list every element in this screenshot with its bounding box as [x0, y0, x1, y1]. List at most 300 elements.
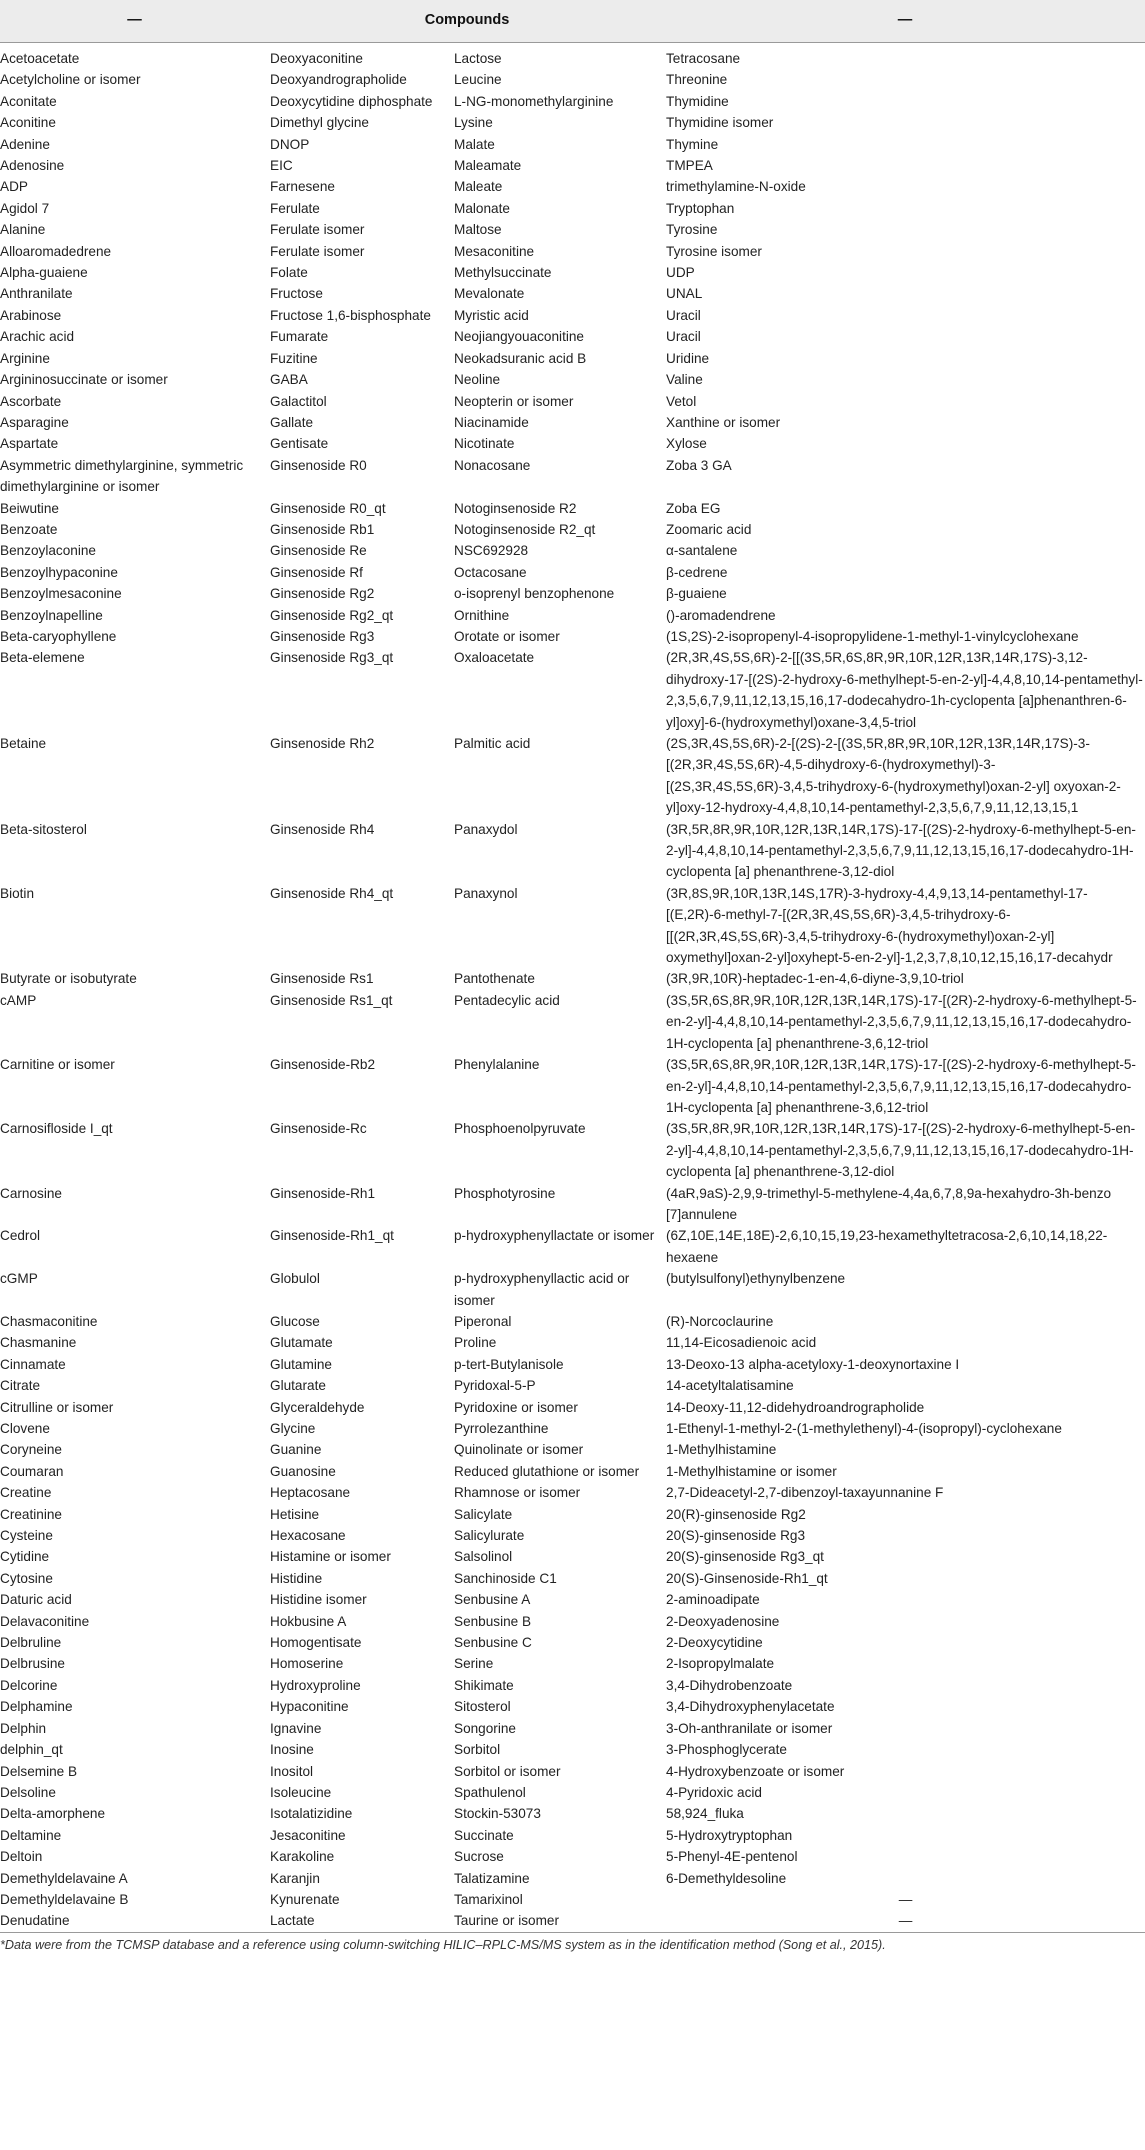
table-cell-col4: (3S,5R,6S,8R,9R,10R,12R,13R,14R,17S)-17-[(2R)-2-hydroxy-6-methylhept-5-en-2-yl]-4,4,8,10,14-pentamethyl-2,3,5,6,7,9,11,12,13,15,16,17-dodecahydro-1H-cyclopenta [a] phenanthrene-3,6,12-triol [666, 992, 1137, 1051]
table-cell-col3: Methylsuccinate [454, 265, 552, 281]
table-cell-col1: Delta-amorphene [0, 1806, 106, 1822]
table-cell-col1: Delsemine B [0, 1763, 78, 1779]
table-cell-col2: Fructose 1,6-bisphosphate [270, 307, 431, 323]
table-row [0, 626, 1145, 647]
table-cell-col3: Neopterin or isomer [454, 393, 574, 409]
table-cell-col2: Inosine [270, 1742, 314, 1758]
table-cell-col3: NSC692928 [454, 543, 529, 559]
table-row [0, 326, 1145, 347]
table-cell-col1: Arginine [0, 350, 50, 366]
table-row [0, 1632, 1145, 1653]
table-row [0, 134, 1145, 155]
table-row [0, 219, 1145, 240]
table-cell-col2: Deoxyandrographolide [270, 72, 407, 88]
table-row [0, 91, 1145, 112]
table-row [0, 1183, 1145, 1226]
table-cell-col2: Glucose [270, 1313, 320, 1329]
table-cell-col2: Glyceraldehyde [270, 1399, 365, 1415]
table-cell-col2: Ginsenoside Rg2_qt [270, 607, 394, 623]
table-row [0, 1653, 1145, 1674]
table-cell-col3: Niacinamide [454, 414, 529, 430]
table-cell-col2: Homogentisate [270, 1635, 362, 1651]
table-row [0, 733, 1145, 819]
table-cell-col2: Glutamine [270, 1356, 332, 1372]
table-cell-col2: Ginsenoside Rg3 [270, 628, 375, 644]
table-cell-col1: Beta-sitosterol [0, 821, 87, 837]
table-row [0, 1118, 1145, 1182]
table-cell-col3: Maleamate [454, 158, 522, 174]
table-cell-col4: (2S,3R,4S,5S,6R)-2-[(2S)-2-[(3S,5R,8R,9R,10R,12R,13R,14R,17S)-3-[(2R,3R,4S,5S,6R)-4,5-dihydroxy-6-(hydroxymethyl)-3-[(2S,3R,4S,5S,6R)-3,4,5-trihydroxy-6-(hydroxymethyl)oxan-2-yl] oxyoxan-2-yl]oxy-12-hydroxy-4,4,8,10,14-pentamethyl-2,3,5,6,7,9,11,12,13,15,1 [666, 736, 1121, 816]
table-cell-col1: Cedrol [0, 1228, 41, 1244]
table-row [0, 1397, 1145, 1418]
table-cell-col2: Deoxyaconitine [270, 51, 363, 66]
table-cell-col2: Hydroxyproline [270, 1677, 361, 1693]
table-cell-col4: Valine [666, 372, 703, 388]
table-row [0, 1525, 1145, 1546]
table-cell-col3: Senbusine B [454, 1613, 532, 1629]
table-row [0, 391, 1145, 412]
table-cell-col3: Phosphotyrosine [454, 1185, 556, 1201]
table-cell-col2: Fructose [270, 286, 323, 302]
table-cell-col2: Folate [270, 265, 308, 281]
table-cell-col2: DNOP [270, 136, 310, 152]
table-row [0, 968, 1145, 989]
table-cell-col3: Lysine [454, 115, 493, 131]
table-row [0, 1439, 1145, 1460]
table-cell-col4: Thymidine [666, 93, 729, 109]
table-cell-col4: 14-Deoxy-11,12-didehydroandrographolide [666, 1399, 925, 1415]
table-cell-col3: Mevalonate [454, 286, 525, 302]
table-cell-col1: Beiwutine [0, 500, 59, 516]
table-cell-col3: Orotate or isomer [454, 628, 560, 644]
table-cell-col4: Uracil [666, 329, 701, 345]
table-cell-col2: Gallate [270, 414, 314, 430]
table-cell-col4: 3,4-Dihydroxyphenylacetate [666, 1699, 835, 1715]
table-cell-col4: (6Z,10E,14E,18E)-2,6,10,15,19,23-hexamethyltetracosa-2,6,10,14,18,22-hexaene [666, 1228, 1108, 1265]
table-cell-col3: Nonacosane [454, 457, 531, 473]
table-row [0, 1761, 1145, 1782]
table-cell-col1: Biotin [0, 885, 35, 901]
table-cell-col4: 1-Methylhistamine [666, 1442, 777, 1458]
table-cell-col1: Chasmanine [0, 1335, 77, 1351]
table-cell-col2: Globulol [270, 1271, 320, 1287]
table-row [0, 519, 1145, 540]
table-row [0, 348, 1145, 369]
table-cell-col1: Daturic acid [0, 1592, 72, 1608]
table-cell-col4: 2-aminoadipate [666, 1592, 760, 1608]
table-cell-col2: Heptacosane [270, 1485, 351, 1501]
table-cell-col3: Sorbitol or isomer [454, 1763, 561, 1779]
table-cell-col1: cAMP [0, 992, 37, 1008]
table-cell-col2: Ginsenoside Rg3_qt [270, 650, 394, 666]
table-cell-col2: Ferulate [270, 200, 320, 216]
table-cell-col4: β-cedrene [666, 564, 728, 580]
table-cell-col3: Sorbitol [454, 1742, 501, 1758]
table-cell-col4: Tyrosine isomer [666, 243, 762, 259]
table-cell-col3: Shikimate [454, 1677, 514, 1693]
header-cell-1: — [0, 0, 269, 43]
table-cell-col4: Xylose [666, 436, 707, 452]
table-row [0, 1568, 1145, 1589]
table-cell-col1: Clovene [0, 1421, 50, 1436]
table-cell-col2: Ginsenoside-Rh1 [270, 1185, 376, 1201]
table-cell-col1: Denudatine [0, 1910, 269, 1932]
table-cell-col3: Palmitic acid [454, 736, 531, 751]
table-cell-col3: Lactose [454, 51, 502, 66]
table-cell-col2: Ginsenoside Rf [270, 564, 363, 580]
table-cell-col1: ADP [0, 179, 28, 195]
table-cell-col4: (3R,5R,8R,9R,10R,12R,13R,14R,17S)-17-[(2S)-2-hydroxy-6-methylhept-5-en-2-yl]-4,4,8,10,14-pentamethyl-2,3,5,6,7,9,11,12,13,15,16,17-dodecahydro-1H-cyclopenta [a] phenanthrene-3,12-diol [666, 821, 1136, 880]
table-cell-col1: Citrulline or isomer [0, 1399, 114, 1415]
table-cell-col2: Ginsenoside Rh4 [270, 821, 375, 837]
table-row [0, 1868, 1145, 1889]
table-cell-col2: Ginsenoside R0_qt [270, 500, 386, 516]
table-cell-col3: Quinolinate or isomer [454, 1442, 584, 1458]
table-cell-col2: Homoserine [270, 1656, 344, 1672]
table-cell-col4: UDP [666, 265, 695, 281]
table-row [0, 1846, 1145, 1867]
table-row [0, 540, 1145, 561]
table-cell-col1: Anthranilate [0, 286, 73, 302]
table-cell-col2: Galactitol [270, 393, 327, 409]
table-cell-col4: 2-Isopropylmalate [666, 1656, 775, 1672]
table-cell-col1: Aconitine [0, 115, 56, 131]
table-cell-col1: Delcorine [0, 1677, 58, 1693]
table-cell-col1: Cinnamate [0, 1356, 66, 1372]
table-row [0, 198, 1145, 219]
table-cell-col1: Beta-elemene [0, 650, 85, 666]
header-cell-2: Compounds [269, 0, 665, 43]
table-cell-col2: Ginsenoside-Rc [270, 1121, 367, 1137]
table-cell-col1: Acetoacetate [0, 51, 80, 66]
table-cell-col2: Ginsenoside Rg2 [270, 586, 375, 602]
table-cell-col4: — [898, 1891, 913, 1907]
table-cell-col3: L-NG-monomethylarginine [454, 93, 614, 109]
table-row [0, 1718, 1145, 1739]
table-cell-col3: Salicylate [454, 1506, 513, 1522]
table-cell-col3: Ornithine [454, 607, 510, 623]
table-cell-col4: TMPEA [666, 158, 713, 174]
table-row [0, 1675, 1145, 1696]
table-cell-col1: Arabinose [0, 307, 62, 323]
table-cell-col3: Neokadsuranic acid B [454, 350, 587, 366]
table-cell-col1: Carnitine or isomer [0, 1057, 115, 1073]
table-row [0, 305, 1145, 326]
table-cell-col2: Ferulate isomer [270, 222, 365, 238]
table-row [0, 455, 1145, 498]
table-row [0, 262, 1145, 283]
table-row [0, 1611, 1145, 1632]
table-row [0, 1889, 1145, 1910]
table-cell-col4: (R)-Norcoclaurine [666, 1313, 774, 1329]
table-cell-col1: Adenosine [0, 158, 65, 174]
table-cell-col3: Tamarixinol [454, 1891, 523, 1907]
table-cell-col1: Deltoin [0, 1849, 43, 1865]
table-cell-col4: 4-Hydroxybenzoate or isomer [666, 1763, 845, 1779]
table-cell-col3: Leucine [454, 72, 502, 88]
table-cell-col2: Hypaconitine [270, 1699, 349, 1715]
table-row [0, 1482, 1145, 1503]
table-cell-col2: Ginsenoside-Rh1_qt [270, 1228, 394, 1244]
table-cell-col4: Xanthine or isomer [666, 414, 781, 430]
table-cell-col3: Myristic acid [454, 307, 529, 323]
table-cell-col4: Zoomaric acid [666, 521, 752, 537]
table-cell-col3: Neojiangyouaconitine [454, 329, 584, 345]
table-cell-col4: (4aR,9aS)-2,9,9-trimethyl-5-methylene-4,4a,6,7,8,9a-hexahydro-3h-benzo [7]annulene [666, 1185, 1112, 1222]
table-cell-col4: Vetol [666, 393, 697, 409]
table-cell-col4: 2,7-Dideacetyl-2,7-dibenzoyl-taxayunnanine F [666, 1485, 944, 1501]
table-cell-col3: Maltose [454, 222, 502, 238]
table-cell-col1: Delbruline [0, 1635, 62, 1651]
table-cell-col4: ()-aromadendrene [666, 607, 776, 623]
table-row [0, 990, 1145, 1054]
table-row [0, 1332, 1145, 1353]
table-cell-col2: Guanosine [270, 1463, 336, 1479]
table-cell-col4: 20(S)-ginsenoside Rg3_qt [666, 1549, 824, 1565]
table-footnote: *Data were from the TCMSP database and a reference using column-switching HILIC–RPLC-MS/MS system as in the identification method (Song et al., 2015). [0, 1937, 886, 1952]
table-row [0, 155, 1145, 176]
table-cell-col1: Arachic acid [0, 329, 75, 345]
table-cell-col2: Inositol [270, 1763, 314, 1779]
table-cell-col3: Pentadecylic acid [454, 992, 560, 1008]
table-cell-col3: Sanchinoside C1 [454, 1570, 557, 1586]
table-cell-col3: Pyrrolezanthine [454, 1421, 549, 1436]
table-row [0, 433, 1145, 454]
table-cell-col4: 6-Demethyldesoline [666, 1870, 787, 1886]
table-cell-col4: Tryptophan [666, 200, 735, 216]
table-cell-col3: Taurine or isomer [453, 1910, 665, 1932]
table-cell-col3: p-hydroxyphenyllactate or isomer [454, 1228, 655, 1244]
table-cell-col4: 20(S)-Ginsenoside-Rh1_qt [666, 1570, 828, 1586]
table-row [0, 283, 1145, 304]
table-row [0, 1225, 1145, 1268]
table-cell-col2: Dimethyl glycine [270, 115, 369, 131]
table-cell-col2: Isoleucine [270, 1784, 332, 1800]
table-cell-col1: Delphin [0, 1720, 47, 1736]
table-cell-col2: Ginsenoside Rh2 [270, 736, 375, 751]
table-cell-col4: Thymidine isomer [666, 115, 774, 131]
table-cell-col4: 2-Deoxycytidine [666, 1635, 763, 1651]
table-row [0, 43, 1145, 70]
table-cell-col2: Ginsenoside R0 [270, 457, 367, 473]
table-cell-col3: Sitosterol [454, 1699, 511, 1715]
table-cell-col3: Pantothenate [454, 971, 535, 987]
table-cell-col1: Aconitate [0, 93, 57, 109]
table-cell-col3: Neoline [454, 372, 501, 388]
table-cell-col4: Zoba 3 GA [666, 457, 732, 473]
table-cell-col2: EIC [270, 158, 293, 174]
table-cell-col4: trimethylamine-N-oxide [666, 179, 806, 195]
table-cell-col2: Karanjin [270, 1870, 320, 1886]
table-cell-col1: Alpha-guaiene [0, 265, 88, 281]
table-cell-col2: Isotalatizidine [270, 1806, 353, 1822]
table-cell-col1: Cysteine [0, 1528, 53, 1544]
table-cell-col3: Salicylurate [454, 1528, 525, 1544]
table-cell-col4: 5-Hydroxytryptophan [666, 1827, 793, 1843]
table-cell-col4: Thymine [666, 136, 719, 152]
table-cell-col1: Ascorbate [0, 393, 62, 409]
table-cell-col1: Adenine [0, 136, 50, 152]
table-cell-col3: Stockin-53073 [454, 1806, 541, 1822]
table-cell-col2: Kynurenate [270, 1891, 340, 1907]
table-cell-col1: Benzoylnapelline [0, 607, 103, 623]
header-row [0, 0, 1145, 43]
table-row [0, 605, 1145, 626]
table-row [0, 1739, 1145, 1760]
table-cell-col2: Fumarate [270, 329, 329, 345]
table-cell-col4: 1-Methylhistamine or isomer [666, 1463, 837, 1479]
table-cell-col4: 5-Phenyl-4E-pentenol [666, 1849, 798, 1865]
table-cell-col1: Creatinine [0, 1506, 62, 1522]
table-cell-col3: Proline [454, 1335, 497, 1351]
table-cell-col3: Piperonal [454, 1313, 512, 1329]
table-cell-col1: Benzoylaconine [0, 543, 96, 559]
table-cell-col4: 13-Deoxo-13 alpha-acetyloxy-1-deoxynortaxine I [666, 1356, 960, 1372]
table-cell-col2: Hokbusine A [270, 1613, 347, 1629]
table-cell-col4: — [665, 1910, 1145, 1932]
table-cell-col1: Creatine [0, 1485, 52, 1501]
table-row [0, 1311, 1145, 1332]
table-cell-col3: Pyridoxal-5-P [454, 1378, 536, 1394]
table-cell-col3: Salsolinol [454, 1549, 513, 1565]
table-cell-col2: GABA [270, 372, 308, 388]
table-cell-col3: p-hydroxyphenyllactic acid or isomer [454, 1271, 630, 1308]
table-cell-col1: Carnosifloside I_qt [0, 1121, 113, 1137]
table-cell-col2: Gentisate [270, 436, 329, 452]
table-cell-col2: Fuzitine [270, 350, 318, 366]
table-row [0, 176, 1145, 197]
table-cell-col3: Talatizamine [454, 1870, 530, 1886]
table-row [0, 1268, 1145, 1311]
table-cell-col4: 14-acetyltalatisamine [666, 1378, 794, 1394]
table-cell-col2: Jesaconitine [270, 1827, 346, 1843]
table-cell-col1: Agidol 7 [0, 200, 50, 216]
table-cell-col4: Tetracosane [666, 51, 741, 66]
table-cell-col4: (3S,5R,8R,9R,10R,12R,13R,14R,17S)-17-[(2S)-2-hydroxy-6-methylhept-5-en-2-yl]-4,4,8,10,14-pentamethyl-2,3,5,6,7,9,11,12,13,15,16,17-dodecahydro-1H-cyclopenta [a] phenanthrene-3,12-diol [666, 1121, 1136, 1180]
table-cell-col1: Benzoylhypaconine [0, 564, 118, 580]
table-cell-col3: Serine [454, 1656, 494, 1672]
table-cell-col2: Histidine [270, 1570, 323, 1586]
table-row [0, 1825, 1145, 1846]
table-row [0, 1054, 1145, 1118]
table-row [0, 647, 1145, 733]
table-cell-col1: Argininosuccinate or isomer [0, 372, 168, 388]
table-cell-col4: (2R,3R,4S,5S,6R)-2-[[(3S,5R,6S,8R,9R,10R,12R,13R,14R,17S)-3,12-dihydroxy-17-[(2S)-2-hydroxy-6-methylhept-5-en-2-yl]-4,4,8,10,14-pentamethyl-2,3,5,6,7,9,11,12,13,15,16,17-dodecahydro-1h-cyclopenta [a]phenanthren-6-yl]oxy]-6-(hydroxymethyl)oxane-3,4,5-triol [666, 650, 1143, 730]
table-cell-col1: Delavaconitine [0, 1613, 90, 1629]
table-cell-col4: Threonine [666, 72, 728, 88]
table-cell-col2: Farnesene [270, 179, 335, 195]
table-cell-col4: 2-Deoxyadenosine [666, 1613, 780, 1629]
table-cell-col3: Notoginsenoside R2 [454, 500, 577, 516]
table-row [0, 1803, 1145, 1824]
table-cell-col3: Succinate [454, 1827, 514, 1843]
table-cell-col3: Nicotinate [454, 436, 515, 452]
table-cell-col1: Beta-caryophyllene [0, 628, 117, 644]
table-row [0, 1375, 1145, 1396]
table-cell-col1: Benzoate [0, 521, 58, 537]
table-cell-col3: Oxaloacetate [454, 650, 535, 666]
table-row [0, 1589, 1145, 1610]
table-cell-col2: Karakoline [270, 1849, 335, 1865]
table-row [0, 69, 1145, 90]
table-cell-col4: 4-Pyridoxic acid [666, 1784, 762, 1800]
table-cell-col1: cGMP [0, 1271, 38, 1287]
table-cell-col3: Spathulenol [454, 1784, 526, 1800]
table-body [0, 43, 1145, 1933]
table-cell-col4: 58,924_fluka [666, 1806, 744, 1822]
table-cell-col1: delphin_qt [0, 1742, 63, 1758]
table-cell-col1: Asparagine [0, 414, 69, 430]
table-cell-col1: Cytosine [0, 1570, 53, 1586]
table-cell-col2: Glycine [270, 1421, 316, 1436]
table-cell-col3: p-tert-Butylanisole [454, 1356, 564, 1372]
table-cell-col4: α-santalene [666, 543, 738, 559]
table-cell-col3: Phenylalanine [454, 1057, 540, 1073]
table-cell-col3: Phosphoenolpyruvate [454, 1121, 586, 1137]
table-cell-col4: (butylsulfonyl)ethynylbenzene [666, 1271, 846, 1287]
table-cell-col1: Chasmaconitine [0, 1313, 98, 1329]
table-row [0, 112, 1145, 133]
table-cell-col4: UNAL [666, 286, 703, 302]
table-row [0, 583, 1145, 604]
table-row [0, 1910, 1145, 1932]
table-row [0, 369, 1145, 390]
table-row [0, 1418, 1145, 1439]
table-cell-col2: Glutamate [270, 1335, 333, 1351]
table-cell-col4: Zoba EG [666, 500, 721, 516]
table-cell-col4: (3R,8S,9R,10R,13R,14S,17R)-3-hydroxy-4,4,9,13,14-pentamethyl-17-[(E,2R)-6-methyl-7-[(2R,3R,4S,5S,6R)-3,4,5-trihydroxy-6-[[(2R,3R,4S,5S,6R)-3,4,5-trihydroxy-6-(hydroxymethyl)oxan-2-yl] oxymethyl]oxan-2-yl]oxyhept-5-en-2-yl]-1,2,3,7,8,10,12,15,16,17-decahydr [666, 885, 1113, 966]
table-row [0, 1782, 1145, 1803]
table-row [0, 498, 1145, 519]
table-cell-col2: Ginsenoside Re [270, 543, 367, 559]
table-cell-col1: Delbrusine [0, 1656, 65, 1672]
table-cell-col1: Benzoylmesaconine [0, 586, 122, 602]
table-row [0, 883, 1145, 969]
table-row [0, 1461, 1145, 1482]
table-row [0, 241, 1145, 262]
table-cell-col4: (3S,5R,6S,8R,9R,10R,12R,13R,14R,17S)-17-[(2S)-2-hydroxy-6-methylhept-5-en-2-yl]-4,4,8,10,14-pentamethyl-2,3,5,6,7,9,11,12,13,15,16,17-dodecahydro-1H-cyclopenta [a] phenanthrene-3,6,12-triol [666, 1057, 1136, 1115]
header-cell-4: — [665, 0, 1145, 43]
table-cell-col3: Panaxydol [454, 821, 518, 837]
table-cell-col3: Reduced glutathione or isomer [454, 1463, 640, 1479]
table-cell-col2: Hexacosane [270, 1528, 346, 1544]
table-header [0, 0, 1145, 43]
table-cell-col4: Uridine [666, 350, 710, 366]
table-cell-col3: Sucrose [454, 1849, 504, 1865]
table-cell-col1: Delphamine [0, 1699, 73, 1715]
table-cell-col3: o-isoprenyl benzophenone [454, 586, 615, 602]
table-cell-col1: Aspartate [0, 436, 59, 452]
table-cell-col2: Ginsenoside-Rb2 [270, 1057, 376, 1073]
table-cell-col2: Glutarate [270, 1378, 326, 1394]
table-cell-col4: (3R,9R,10R)-heptadec-1-en-4,6-diyne-3,9,10-triol [666, 971, 964, 987]
table-cell-col4: 1-Ethenyl-1-methyl-2-(1-methylethenyl)-4-(isopropyl)-cyclohexane [666, 1421, 1062, 1436]
table-cell-col1: Carnosine [0, 1185, 62, 1201]
table-cell-col4: 3-Phosphoglycerate [666, 1742, 787, 1758]
table-cell-col3: Pyridoxine or isomer [454, 1399, 578, 1415]
table-cell-col1: Delsoline [0, 1784, 56, 1800]
table-row [0, 412, 1145, 433]
table-cell-col2: Ginsenoside Rb1 [270, 521, 375, 537]
table-row [0, 562, 1145, 583]
table-cell-col2: Guanine [270, 1442, 322, 1458]
table-cell-col3: Rhamnose or isomer [454, 1485, 581, 1501]
table-cell-col2: Ginsenoside Rs1 [270, 971, 374, 987]
table-cell-col3: Senbusine C [454, 1635, 532, 1651]
table-cell-col3: Notoginsenoside R2_qt [454, 521, 596, 537]
table-cell-col2: Histamine or isomer [270, 1549, 391, 1565]
table-row [0, 1546, 1145, 1567]
